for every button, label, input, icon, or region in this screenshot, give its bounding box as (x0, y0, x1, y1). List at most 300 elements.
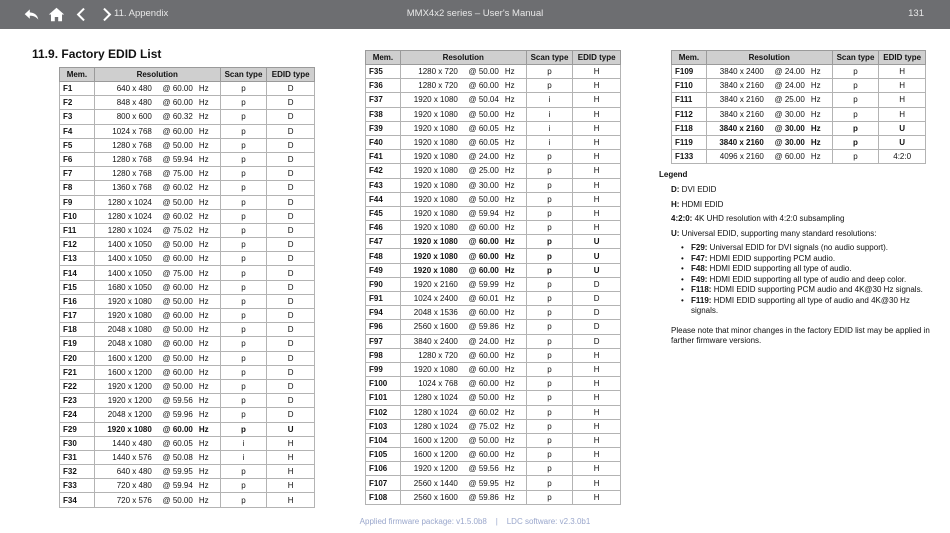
resolution-cell (400, 377, 526, 391)
mem-cell: F47 (366, 235, 401, 249)
refresh-rate: @ 30.00 (774, 138, 805, 148)
table-row (60, 365, 315, 379)
mem-cell: F90 (366, 277, 401, 291)
resolution-cell (94, 365, 220, 379)
edid-type-cell: D (267, 351, 315, 365)
legend-u: U: Universal EDID, supporting many standard resolutions: (671, 229, 877, 238)
scan-type-cell: p (526, 320, 573, 334)
resolution-size: 1920 x 1080 (413, 194, 458, 204)
scan-type-cell: i (526, 121, 573, 135)
mem-cell: F38 (366, 107, 401, 121)
mem-cell: F15 (60, 280, 95, 294)
table-row (366, 462, 621, 476)
resolution-cell (400, 107, 526, 121)
resolution-cell (94, 479, 220, 493)
resolution-size: 1280 x 768 (112, 140, 152, 150)
scan-type-cell: p (526, 249, 573, 263)
mem-cell: F18 (60, 323, 95, 337)
refresh-rate: @ 60.00 (468, 350, 499, 360)
top-bar (0, 0, 950, 29)
edid-type-cell: H (879, 107, 926, 121)
table-row (60, 280, 315, 294)
hz-unit: Hz (198, 325, 209, 335)
edid-type-cell: H (573, 178, 621, 192)
mem-cell: F111 (672, 93, 707, 107)
resolution-size: 1920 x 1080 (413, 138, 458, 148)
refresh-rate: @ 50.00 (468, 194, 499, 204)
scan-type-cell: p (220, 337, 267, 351)
refresh-rate: @ 60.00 (162, 367, 193, 377)
scan-type-cell: p (220, 379, 267, 393)
table-row (366, 178, 621, 192)
col-mem: Mem. (60, 68, 95, 82)
scan-type-cell: p (832, 79, 879, 93)
list-item: • F49: HDMI EDID supporting all type of audio and deep color. (671, 275, 936, 285)
resolution-size: 2560 x 1600 (413, 322, 458, 332)
table-row (366, 377, 621, 391)
hz-unit: Hz (198, 84, 209, 94)
resolution-size: 3840 x 2160 (719, 123, 764, 133)
scan-type-cell: p (220, 365, 267, 379)
refresh-rate: @ 60.00 (162, 339, 193, 349)
refresh-rate: @ 60.00 (468, 251, 499, 261)
resolution-cell (400, 362, 526, 376)
scan-type-cell: p (526, 476, 573, 490)
mem-cell: F105 (366, 448, 401, 462)
edid-type-cell: H (573, 107, 621, 121)
refresh-rate: @ 24.00 (468, 152, 499, 162)
scan-type-cell: p (526, 448, 573, 462)
resolution-size: 1920 x 1080 (413, 237, 458, 247)
hz-unit: Hz (504, 166, 515, 176)
refresh-rate: @ 59.56 (162, 396, 193, 406)
table-row (60, 110, 315, 124)
table-row (60, 96, 315, 110)
mem-cell: F39 (366, 121, 401, 135)
refresh-rate: @ 60.00 (468, 308, 499, 318)
scan-type-cell: p (526, 490, 573, 504)
mem-cell: F7 (60, 167, 95, 181)
table-row (60, 223, 315, 237)
resolution-size: 1920 x 1080 (413, 152, 458, 162)
edid-type-cell: H (573, 206, 621, 220)
refresh-rate: @ 50.00 (468, 67, 499, 77)
resolution-size: 848 x 480 (116, 98, 152, 108)
mem-cell: F109 (672, 65, 707, 79)
refresh-rate: @ 60.05 (468, 123, 499, 133)
resolution-cell (400, 135, 526, 149)
resolution-size: 720 x 576 (116, 495, 152, 505)
refresh-rate: @ 50.04 (468, 95, 499, 105)
refresh-rate: @ 59.94 (162, 481, 193, 491)
resolution-cell (706, 107, 832, 121)
refresh-rate: @ 60.00 (468, 365, 499, 375)
resolution-size: 1280 x 720 (418, 350, 458, 360)
mem-cell: F97 (366, 334, 401, 348)
resolution-size: 3840 x 2400 (413, 336, 458, 346)
resolution-size: 1280 x 720 (418, 67, 458, 77)
refresh-rate: @ 60.05 (162, 438, 193, 448)
resolution-size: 1400 x 1050 (107, 268, 152, 278)
edid-type-cell: H (267, 465, 315, 479)
hz-unit: Hz (504, 308, 515, 318)
scan-type-cell: p (526, 462, 573, 476)
scan-type-cell: p (220, 209, 267, 223)
scan-type-cell: i (526, 135, 573, 149)
edid-type-cell: D (267, 294, 315, 308)
refresh-rate: @ 50.00 (162, 382, 193, 392)
mem-cell: F6 (60, 152, 95, 166)
scan-type-cell: p (526, 150, 573, 164)
resolution-cell (400, 249, 526, 263)
table-row (60, 479, 315, 493)
table-row (60, 209, 315, 223)
resolution-cell (400, 476, 526, 490)
resolution-size: 3840 x 2160 (719, 109, 764, 119)
refresh-rate: @ 59.94 (162, 155, 193, 165)
scan-type-cell: p (526, 164, 573, 178)
resolution-size: 4096 x 2160 (719, 152, 764, 162)
scan-type-cell: p (526, 206, 573, 220)
resolution-cell (94, 450, 220, 464)
resolution-cell (706, 65, 832, 79)
table-row (366, 263, 621, 277)
scan-type-cell: p (526, 178, 573, 192)
mem-cell: F112 (672, 107, 707, 121)
table-row (60, 422, 315, 436)
resolution-size: 3840 x 2160 (719, 95, 764, 105)
refresh-rate: @ 24.00 (774, 67, 805, 77)
col-resolution: Resolution (706, 51, 832, 65)
mem-cell: F45 (366, 206, 401, 220)
hz-unit: Hz (198, 495, 209, 505)
mem-cell: F98 (366, 348, 401, 362)
resolution-size: 1920 x 1080 (413, 109, 458, 119)
resolution-size: 1920 x 1080 (413, 208, 458, 218)
resolution-cell (400, 419, 526, 433)
resolution-cell (94, 252, 220, 266)
footer: Applied firmware package: v1.5.0b8 | LDC software: v2.3.0b1 (359, 517, 591, 526)
scan-type-cell: p (526, 292, 573, 306)
mem-cell: F4 (60, 124, 95, 138)
hz-unit: Hz (198, 225, 209, 235)
mem-cell: F32 (60, 465, 95, 479)
edid-type-cell: D (267, 379, 315, 393)
edid-type-cell: H (879, 93, 926, 107)
resolution-cell (706, 135, 832, 149)
table-row (366, 107, 621, 121)
scan-type-cell: p (526, 377, 573, 391)
resolution-size: 1360 x 768 (112, 183, 152, 193)
table-row (366, 150, 621, 164)
resolution-cell (94, 465, 220, 479)
resolution-cell (94, 110, 220, 124)
hz-unit: Hz (198, 126, 209, 136)
edid-type-cell: U (879, 135, 926, 149)
resolution-cell (94, 152, 220, 166)
table-row (672, 135, 926, 149)
edid-type-cell: D (267, 323, 315, 337)
resolution-cell (400, 178, 526, 192)
resolution-cell (706, 79, 832, 93)
scan-type-cell: p (526, 433, 573, 447)
mem-cell: F10 (60, 209, 95, 223)
mem-cell: F101 (366, 391, 401, 405)
legend-h: H: HDMI EDID (671, 200, 724, 209)
mem-cell: F13 (60, 252, 95, 266)
scan-type-cell: p (526, 362, 573, 376)
refresh-rate: @ 50.00 (162, 296, 193, 306)
resolution-cell (94, 323, 220, 337)
edid-type-cell: H (573, 348, 621, 362)
table-row (366, 79, 621, 93)
resolution-cell (94, 337, 220, 351)
table-row (366, 292, 621, 306)
hz-unit: Hz (198, 140, 209, 150)
list-item: • F47: HDMI EDID supporting PCM audio. (671, 254, 936, 264)
hz-unit: Hz (198, 410, 209, 420)
refresh-rate: @ 75.02 (468, 421, 499, 431)
refresh-rate: @ 59.94 (468, 208, 499, 218)
edid-table-2 (365, 50, 621, 505)
resolution-size: 1024 x 768 (112, 126, 152, 136)
resolution-size: 1920 x 1080 (413, 123, 458, 133)
legend-d: D: DVI EDID (671, 185, 717, 194)
resolution-size: 640 x 480 (116, 467, 152, 477)
resolution-cell (94, 394, 220, 408)
mem-cell: F100 (366, 377, 401, 391)
edid-type-cell: D (267, 365, 315, 379)
hz-unit: Hz (504, 478, 515, 488)
edid-type-cell: D (267, 238, 315, 252)
edid-type-cell: D (573, 292, 621, 306)
scan-type-cell: p (220, 152, 267, 166)
mem-cell: F103 (366, 419, 401, 433)
resolution-size: 2048 x 1200 (107, 410, 152, 420)
mem-cell: F48 (366, 249, 401, 263)
mem-cell: F107 (366, 476, 401, 490)
resolution-size: 2048 x 1536 (413, 308, 458, 318)
table-row (366, 334, 621, 348)
hz-unit: Hz (504, 237, 515, 247)
scan-type-cell: p (220, 294, 267, 308)
mem-cell: F30 (60, 436, 95, 450)
resolution-cell (400, 334, 526, 348)
edid-type-cell: U (573, 263, 621, 277)
refresh-rate: @ 60.32 (162, 112, 193, 122)
resolution-cell (94, 422, 220, 436)
scan-type-cell: p (526, 419, 573, 433)
resolution-cell (400, 306, 526, 320)
mem-cell: F24 (60, 408, 95, 422)
table-row (366, 490, 621, 504)
resolution-size: 1280 x 720 (418, 81, 458, 91)
hz-unit: Hz (504, 322, 515, 332)
edid-type-cell: H (573, 362, 621, 376)
table-row (672, 121, 926, 135)
resolution-size: 2560 x 1440 (413, 478, 458, 488)
scan-type-cell: p (220, 465, 267, 479)
hz-unit: Hz (198, 382, 209, 392)
table-row (366, 405, 621, 419)
resolution-size: 1280 x 768 (112, 169, 152, 179)
scan-type-cell: p (832, 121, 879, 135)
resolution-cell (400, 277, 526, 291)
table-row (366, 448, 621, 462)
edid-type-cell: H (573, 476, 621, 490)
hz-unit: Hz (504, 208, 515, 218)
col-resolution: Resolution (400, 51, 526, 65)
table-row (366, 221, 621, 235)
refresh-rate: @ 60.02 (162, 183, 193, 193)
hz-unit: Hz (504, 95, 515, 105)
hz-unit: Hz (198, 254, 209, 264)
resolution-size: 3840 x 2160 (719, 138, 764, 148)
hz-unit: Hz (198, 311, 209, 321)
resolution-size: 1920 x 1080 (107, 424, 152, 434)
hz-unit: Hz (198, 296, 209, 306)
resolution-size: 720 x 480 (116, 481, 152, 491)
table-row (60, 436, 315, 450)
mem-cell: F118 (672, 121, 707, 135)
refresh-rate: @ 50.00 (468, 109, 499, 119)
scan-type-cell: p (526, 79, 573, 93)
table-row (60, 124, 315, 138)
edid-type-cell: D (267, 181, 315, 195)
refresh-rate: @ 60.00 (468, 450, 499, 460)
mem-cell: F9 (60, 195, 95, 209)
resolution-size: 1920 x 1080 (413, 251, 458, 261)
table-row (60, 379, 315, 393)
resolution-cell (94, 266, 220, 280)
edid-type-cell: H (573, 221, 621, 235)
edid-type-cell: H (573, 93, 621, 107)
table-row (366, 164, 621, 178)
resolution-size: 1920 x 1080 (413, 265, 458, 275)
mem-cell: F29 (60, 422, 95, 436)
table-row (60, 450, 315, 464)
hz-unit: Hz (504, 350, 515, 360)
scan-type-cell: p (220, 96, 267, 110)
resolution-cell (400, 348, 526, 362)
edid-type-cell: D (267, 167, 315, 181)
resolution-cell (94, 351, 220, 365)
hz-unit: Hz (198, 481, 209, 491)
hz-unit: Hz (198, 438, 209, 448)
edid-type-cell: H (573, 65, 621, 79)
scan-type-cell: p (220, 138, 267, 152)
scan-type-cell: p (832, 65, 879, 79)
resolution-cell (400, 391, 526, 405)
resolution-size: 1440 x 576 (112, 452, 152, 462)
resolution-size: 1920 x 1200 (107, 382, 152, 392)
refresh-rate: @ 50.00 (468, 435, 499, 445)
table-header-row (366, 51, 621, 65)
resolution-size: 1920 x 1080 (107, 296, 152, 306)
table-row (60, 238, 315, 252)
edid-type-cell: D (267, 82, 315, 96)
refresh-rate: @ 50.08 (162, 452, 193, 462)
resolution-cell (94, 138, 220, 152)
edid-type-cell: U (573, 249, 621, 263)
resolution-size: 1680 x 1050 (107, 282, 152, 292)
hz-unit: Hz (504, 223, 515, 233)
edid-type-cell: D (573, 277, 621, 291)
breadcrumb[interactable]: 11. Appendix (114, 8, 169, 19)
list-item: • F119: HDMI EDID supporting all type of audio and 4K@30 Hz signals. (671, 296, 936, 316)
resolution-cell (94, 280, 220, 294)
hz-unit: Hz (810, 123, 821, 133)
refresh-rate: @ 59.95 (468, 478, 499, 488)
table-row (60, 252, 315, 266)
edid-type-cell: H (573, 150, 621, 164)
resolution-cell (400, 433, 526, 447)
refresh-rate: @ 59.56 (468, 464, 499, 474)
mem-cell: F46 (366, 221, 401, 235)
edid-type-cell: D (267, 223, 315, 237)
edid-table-3 (671, 50, 926, 164)
mem-cell: F20 (60, 351, 95, 365)
refresh-rate: @ 30.00 (468, 180, 499, 190)
edid-type-cell: D (267, 96, 315, 110)
hz-unit: Hz (504, 279, 515, 289)
hz-unit: Hz (198, 396, 209, 406)
table-row (60, 337, 315, 351)
mem-cell: F133 (672, 150, 707, 164)
table-row (60, 493, 315, 507)
mem-cell: F102 (366, 405, 401, 419)
resolution-size: 640 x 480 (116, 84, 152, 94)
edid-type-cell: D (267, 394, 315, 408)
resolution-size: 1920 x 1200 (107, 396, 152, 406)
edid-type-cell: H (573, 448, 621, 462)
table-row (366, 192, 621, 206)
resolution-size: 1024 x 768 (418, 379, 458, 389)
resolution-cell (400, 320, 526, 334)
mem-cell: F104 (366, 433, 401, 447)
resolution-size: 1920 x 1080 (413, 365, 458, 375)
scan-type-cell: p (220, 280, 267, 294)
table-row (366, 93, 621, 107)
mem-cell: F44 (366, 192, 401, 206)
hz-unit: Hz (504, 421, 515, 431)
mem-cell: F96 (366, 320, 401, 334)
mem-cell: F1 (60, 82, 95, 96)
resolution-cell (706, 121, 832, 135)
hz-unit: Hz (504, 67, 515, 77)
col-resolution: Resolution (94, 68, 220, 82)
refresh-rate: @ 60.02 (162, 211, 193, 221)
scan-type-cell: p (526, 306, 573, 320)
mem-cell: F2 (60, 96, 95, 110)
edid-type-cell: U (879, 121, 926, 135)
legend-420: 4:2:0: 4K UHD resolution with 4:2:0 subsampling (671, 214, 845, 223)
refresh-rate: @ 59.96 (162, 410, 193, 420)
mem-cell: F42 (366, 164, 401, 178)
mem-cell: F3 (60, 110, 95, 124)
resolution-cell (94, 493, 220, 507)
table-row (60, 408, 315, 422)
edid-type-cell: H (573, 490, 621, 504)
resolution-cell (400, 405, 526, 419)
table-row (366, 121, 621, 135)
refresh-rate: @ 60.00 (468, 237, 499, 247)
hz-unit: Hz (504, 251, 515, 261)
hz-unit: Hz (198, 112, 209, 122)
table-row (366, 65, 621, 79)
refresh-rate: @ 60.01 (468, 294, 499, 304)
col-scan-type: Scan type (832, 51, 879, 65)
